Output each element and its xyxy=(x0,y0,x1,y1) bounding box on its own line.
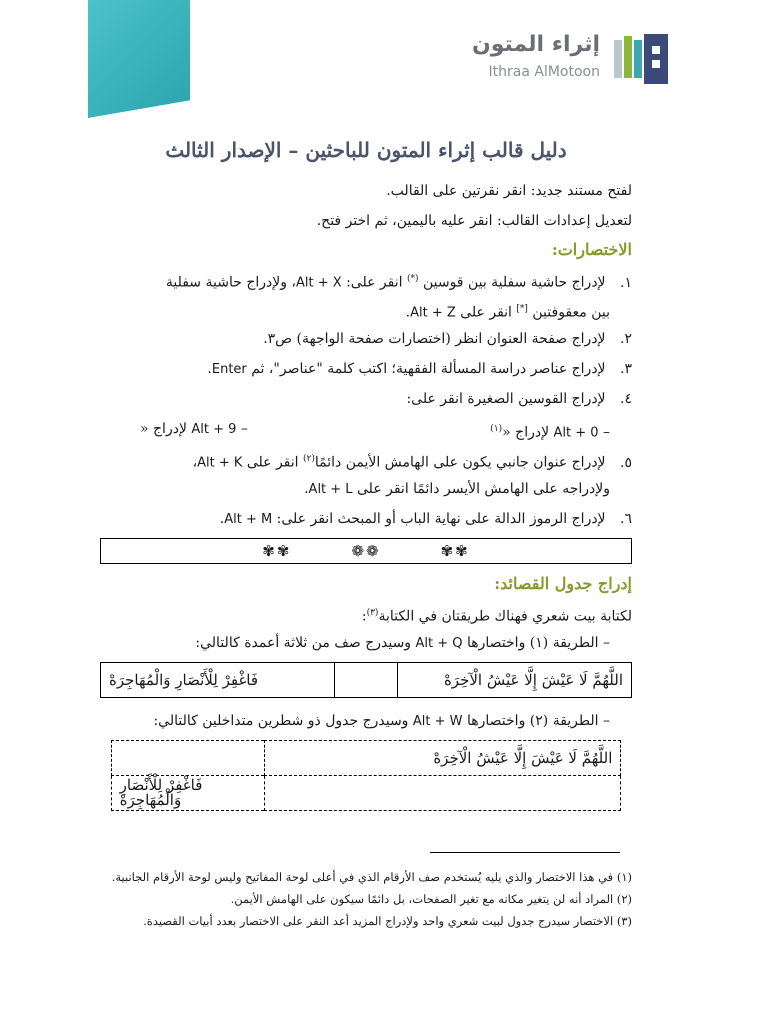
shortcut-key: Alt + M xyxy=(224,512,273,527)
shortcut-item-3 xyxy=(100,354,632,384)
footnotes xyxy=(100,866,632,932)
item-text: انقر على xyxy=(460,304,512,321)
intro-line: لتعديل إعدادات القالب: انقر عليه باليمين، ثم اختر فتح. xyxy=(316,213,632,229)
marker: (*) xyxy=(406,274,419,284)
item-number: ٥. xyxy=(620,454,632,471)
shortcut-item-5-cont xyxy=(100,474,632,504)
logo-arabic-text: إثراء المتون xyxy=(471,32,600,57)
logo-english-text: Ithraa AlMotoon xyxy=(488,64,600,80)
shortcut-item-1 xyxy=(100,264,632,294)
section-end-ornament-box xyxy=(100,538,632,564)
method-1 xyxy=(100,628,632,658)
shortcut-key: Alt + K xyxy=(197,455,243,471)
method-text: – الطريقة (١) واختصارها xyxy=(466,635,610,651)
item-text: بين معقوفتين xyxy=(532,304,610,321)
footnote: (٢) المراد أنه لن يتغير مكانه مع تغير الصفحات، بل دائمًا سيكون على الهامش الأيمن. xyxy=(230,892,632,906)
footnote: (١) في هذا الاختصار والذي يليه يُستخدم صف الأرقام الذي في أعلى لوحة المفاتيح وليس لوحة الأرقام الجانبية. xyxy=(111,870,632,884)
item-text: انقر على: xyxy=(346,274,403,291)
footnote: (٣) الاختصار سيدرج جدول لبيت شعري واحد ولإدراج المزيد أعد النقر على الاختصار بعدد أبيات القصيدة. xyxy=(143,914,632,928)
method-text: – الطريقة (٢) واختصارها xyxy=(466,713,610,729)
option-dash: – xyxy=(240,421,248,437)
shortcut-key: Alt + Z xyxy=(410,305,456,321)
page-title: دليل قالب إثراء المتون للباحثين – الإصدار الثالث xyxy=(165,138,567,162)
item-text: لإدراج صفحة العنوان انظر (اختصارات صفحة الواجهة) ص٣. xyxy=(263,331,606,347)
teal-corner-tab xyxy=(88,0,190,118)
verse-cell: اللَّهُمَّ لَا عَيْشَ إِلَّا عَيْشُ الْآخِرَهْ xyxy=(264,741,621,776)
shortcut-key: Alt + L xyxy=(308,482,353,497)
option-text: لإدراج « xyxy=(140,421,187,437)
table-row xyxy=(111,741,621,776)
item-text: ولإدراجه على الهامش الأيسر دائمًا انقر على xyxy=(357,481,610,497)
item-number: ٢. xyxy=(620,331,632,347)
flower-ornament-icon: ❁❁ xyxy=(351,541,381,560)
item-number: ٣. xyxy=(620,361,632,377)
shortcut-item-1-cont xyxy=(100,294,632,324)
shortcut-item-5 xyxy=(100,444,632,474)
document-body xyxy=(100,140,632,819)
item-text: . xyxy=(219,511,225,527)
intro-text: : xyxy=(361,608,367,625)
footnote-separator xyxy=(430,852,620,853)
shortcut-key: Alt + 0 xyxy=(553,425,599,441)
shortcut-item-2 xyxy=(100,324,632,354)
flower-ornament-icon: ✾✾ xyxy=(262,541,292,560)
poems-intro xyxy=(100,598,632,628)
item-text: لإدراج الرموز الدالة على نهاية الباب أو المبحث انقر على: xyxy=(276,511,606,527)
empty-cell xyxy=(111,741,264,776)
poem-table-three-columns xyxy=(100,662,632,698)
intro-text: لكتابة بيت شعري فهناك طريقتان في الكتابة xyxy=(378,608,632,625)
shortcut-item-4-options xyxy=(100,414,632,444)
shortcut-key: Alt + W xyxy=(412,714,463,729)
shortcut-key: Alt + X xyxy=(295,275,342,291)
poems-heading: إدراج جدول القصائد: xyxy=(494,574,632,593)
item-text: . xyxy=(207,361,212,377)
option-dash: – xyxy=(603,424,610,441)
option-text: لإدراج « xyxy=(502,424,550,441)
footnote-ref: (٢) xyxy=(303,454,315,464)
item-text: . xyxy=(405,304,411,321)
item-text: لإدراج حاشية سفلية بين قوسين xyxy=(422,274,606,291)
shortcut-item-4 xyxy=(100,384,632,414)
shortcut-key: Alt + 9 xyxy=(191,422,237,437)
marker: (١) xyxy=(490,424,503,434)
verse-cell: فَاغْفِرْ لِلْأَنْصَارِ وَالْمُهَاجِرَهْ xyxy=(101,663,335,698)
logo xyxy=(412,30,672,90)
footnote-ref: (٣) xyxy=(366,608,379,618)
intro-line: لفتح مستند جديد: انقر نقرتين على القالب. xyxy=(386,183,632,199)
marker: [*] xyxy=(516,304,528,314)
item-number: ٤. xyxy=(620,391,632,407)
method-2 xyxy=(100,706,632,736)
item-text: لإدراج عنوان جانبي يكون على الهامش الأيمن دائمًا xyxy=(314,454,606,471)
item-text: ، ولإدراج حاشية سفلية xyxy=(165,274,296,291)
item-text: لإدراج عناصر دراسة المسألة الفقهية؛ اكتب كلمة "عناصر"، ثم xyxy=(251,361,606,377)
item-number: ٦. xyxy=(620,511,632,527)
shortcut-key: Enter xyxy=(211,362,247,377)
option-zero xyxy=(490,414,610,444)
item-text: انقر على xyxy=(246,454,299,471)
item-text: ، xyxy=(192,454,198,471)
item-number: ١. xyxy=(620,274,632,291)
logo-books-icon xyxy=(612,30,672,88)
method-text: وسيدرج جدول ذو شطرين متداخلين كالتالي: xyxy=(153,713,409,729)
option-nine xyxy=(140,414,248,444)
empty-cell xyxy=(334,663,398,698)
shortcuts-heading: الاختصارات: xyxy=(551,240,632,259)
poem-table-staggered xyxy=(111,740,622,811)
shortcut-item-6 xyxy=(100,504,632,534)
verse-cell: فَاغْفِرْ لِلْأَنْصَارِ وَالْمُهَاجِرَهْ xyxy=(111,776,264,811)
shortcut-key: Alt + Q xyxy=(415,636,463,651)
item-text: لإدراج القوسين الصغيرة انقر على: xyxy=(406,391,606,407)
method-text: وسيدرج صف من ثلاثة أعمدة كالتالي: xyxy=(195,635,412,651)
table-row xyxy=(111,776,621,811)
item-text: . xyxy=(304,481,309,497)
verse-cell: اللَّهُمَّ لَا عَيْشَ إِلَّا عَيْشُ الْآخِرَهْ xyxy=(398,663,632,698)
table-row xyxy=(101,663,632,698)
empty-cell xyxy=(264,776,621,811)
flower-ornament-icon: ✾✾ xyxy=(440,541,470,560)
